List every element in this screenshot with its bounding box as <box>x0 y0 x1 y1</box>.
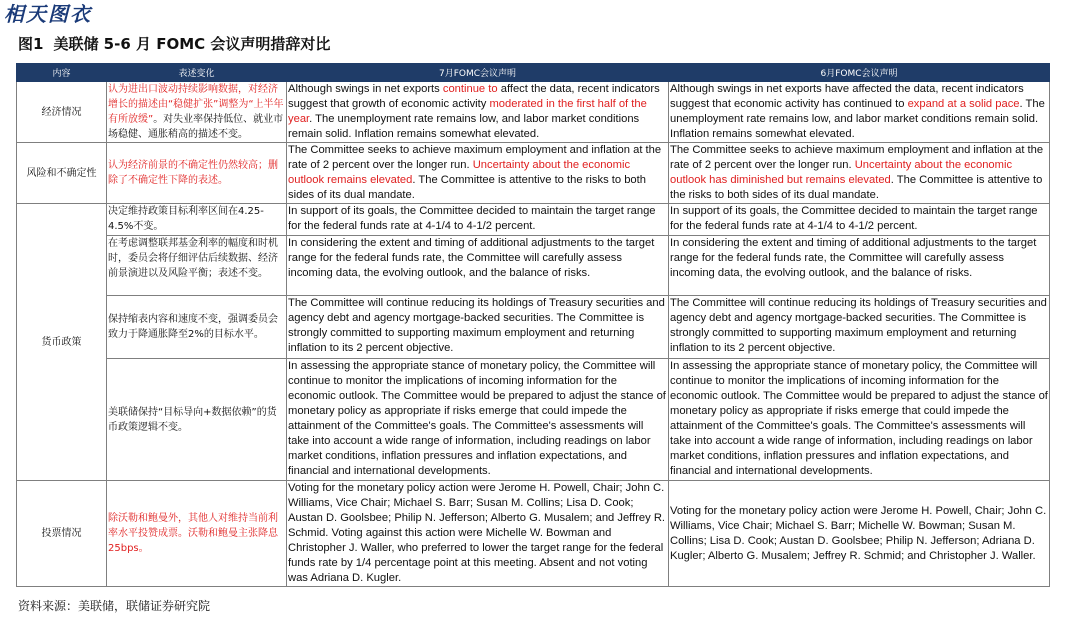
table-row <box>17 82 1050 143</box>
june-cell: The Committee will continue reducing its holdings of Treasury securities and agency debt and agency mortgage-backed securities. The Committee is strongly committed to supporting maximum employment and returning inflation to its 2 percent objective. <box>669 296 1050 359</box>
category-risk: 风险和不确定性 <box>17 143 107 204</box>
text-segment: 。对失业率保持低位、就业市场稳健、通胀稍高的描述不变。 <box>108 114 284 140</box>
june-cell <box>669 143 1050 204</box>
category-policy: 货币政策 <box>17 204 107 481</box>
highlighted-text: expand at a solid pace <box>907 98 1020 110</box>
highlighted-text: 认为经济前景的不确定性仍然较高；删除了不确定性下降的表述。 <box>108 160 278 186</box>
header-july: 7月FOMC会议声明 <box>287 64 669 82</box>
june-cell: In considering the extent and timing of additional adjustments to the target range for the federal funds rate, the Committee will carefully assess incoming data, the evolving outlook, and the balance of risks. <box>669 236 1050 296</box>
comparison-table-wrap <box>16 63 1049 593</box>
category-economy: 经济情况 <box>17 82 107 143</box>
text-segment: . The unemployment rate remains low, and labor market conditions remain solid. Inflation remains somewhat elevated. <box>288 113 640 140</box>
july-cell: In support of its goals, the Committee decided to maintain the target range for the federal funds rate at 4-1/4 to 4-1/2 percent. <box>287 204 669 236</box>
june-cell <box>669 82 1050 143</box>
table-row <box>17 359 1050 481</box>
text-segment: Although swings in net exports <box>288 83 443 95</box>
highlighted-text: Uncertainty about the economic outlook remains elevated <box>288 159 631 186</box>
june-cell: Voting for the monetary policy action were Jerome H. Powell, Chair; John C. Williams, Vice Chair; Michael S. Barr; Michelle W. Bowman; Susan M. Collins; Lisa D. Cook; Austan D. Goolsbee; Philip N. Jefferson; Adriana D. Kugler; Alberto G. Musalem; Jeffrey R. Schmid; and Christopher J. Waller. <box>669 481 1050 587</box>
highlighted-text: 认为进出口波动持续影响数据，对经济增长的描述由“稳健扩张”调整为“上半年有所放缓” <box>108 84 284 125</box>
july-cell: Voting for the monetary policy action were Jerome H. Powell, Chair; John C. Williams, Vice Chair; Michael S. Barr; Susan M. Collins; Lisa D. Cook; Austan D. Goolsbee; Philip N. Jefferson; Alberto G. Musalem; and Jeffrey R. Schmid. Voting against this action were Michelle W. Bowman and Christopher J. Waller, who preferred to lower the target range for the federal funds rate by 1/4 percentage point at this meeting. Absent and not voting was Adriana D. Kugler. <box>287 481 669 587</box>
header-change: 表述变化 <box>107 64 287 82</box>
july-cell: In considering the extent and timing of additional adjustments to the target range for the federal funds rate, the Committee will carefully assess incoming data, the evolving outlook, and the balance of risks. <box>287 236 669 296</box>
highlighted-text: moderated in the first half of the year <box>288 98 647 125</box>
text-segment: The Committee seeks to achieve maximum employment and inflation at the rate of 2 percent over the longer run. <box>670 144 1044 171</box>
table-row <box>17 296 1050 359</box>
june-cell: In assessing the appropriate stance of monetary policy, the Committee will continue to monitor the implications of incoming information for the economic outlook. The Committee would be prepared to adjust the stance of monetary policy as appropriate if risks emerge that could impede the attainment of the Committee's goals. The Committee's assessments will take into account a wide range of information, including readings on labor market conditions, inflation pressures and inflation expectations, and financial and international developments. <box>669 359 1050 481</box>
table-header-row <box>17 64 1050 82</box>
july-cell <box>287 143 669 204</box>
highlighted-text: Uncertainty about the economic outlook has diminished but remains elevated <box>670 159 1013 186</box>
table-row <box>17 204 1050 236</box>
source-note: 资料来源：美联储，联储证券研究院 <box>18 599 211 613</box>
table-row <box>17 481 1050 587</box>
change-cell <box>107 82 287 143</box>
figure-title <box>18 33 330 55</box>
table-row <box>17 236 1050 296</box>
table-row <box>17 143 1050 204</box>
comparison-table <box>16 63 1050 587</box>
logo: 相天图衣 <box>4 2 92 26</box>
figure-label: 图1 <box>18 35 44 53</box>
text-segment: . The Committee is attentive to the risks to both sides of its dual mandate. <box>288 174 646 201</box>
figure-title-text: 美联储 5-6 月 FOMC 会议声明措辞对比 <box>53 35 331 53</box>
highlighted-text: 除沃勒和鲍曼外，其他人对维持当前利率水平投赞成票。沃勒和鲍曼主张降息25bps。 <box>108 513 278 554</box>
text-segment: Although swings in net exports have affected the data, recent indicators suggest that economic activity has continued to <box>670 83 1024 110</box>
change-cell: 保持缩表内容和速度不变，强调委员会致力于降通胀降至2%的目标水平。 <box>107 296 287 359</box>
change-cell: 决定维持政策目标利率区间在4.25-4.5%不变。 <box>107 204 287 236</box>
change-cell <box>107 143 287 204</box>
change-cell <box>107 481 287 587</box>
header-june: 6月FOMC会议声明 <box>669 64 1050 82</box>
text-segment: affect the data, recent indicators suggest that growth of economic activity <box>288 83 660 110</box>
july-cell: The Committee will continue reducing its holdings of Treasury securities and agency debt and agency mortgage-backed securities. The Committee is strongly committed to supporting maximum employment and returning inflation to its 2 percent objective. <box>287 296 669 359</box>
july-cell: In assessing the appropriate stance of monetary policy, the Committee will continue to monitor the implications of incoming information for the economic outlook. The Committee would be prepared to adjust the stance of monetary policy as appropriate if risks emerge that could impede the attainment of the Committee's goals. The Committee's assessments will take into account a wide range of information, including readings on labor market conditions, inflation pressures and inflation expectations, and financial and international developments. <box>287 359 669 481</box>
category-vote: 投票情况 <box>17 481 107 587</box>
change-cell: 在考虑调整联邦基金利率的幅度和时机时，委员会将仔细评估后续数据、经济前景演进以及风险平衡；表述不变。 <box>107 236 287 296</box>
text-segment: . The unemployment rate remains low, and labor market conditions remain solid. Inflation remains somewhat elevated. <box>670 98 1045 140</box>
change-cell: 美联储保持“目标导向+数据依赖”的货币政策逻辑不变。 <box>107 359 287 481</box>
july-cell <box>287 82 669 143</box>
text-segment: . The Committee is attentive to the risks to both sides of its dual mandate. <box>670 174 1043 201</box>
highlighted-text: continue to <box>442 83 498 95</box>
header-content: 内容 <box>17 64 107 82</box>
june-cell: In support of its goals, the Committee decided to maintain the target range for the federal funds rate at 4-1/4 to 4-1/2 percent. <box>669 204 1050 236</box>
text-segment: The Committee seeks to achieve maximum employment and inflation at the rate of 2 percent over the longer run. <box>288 144 662 171</box>
